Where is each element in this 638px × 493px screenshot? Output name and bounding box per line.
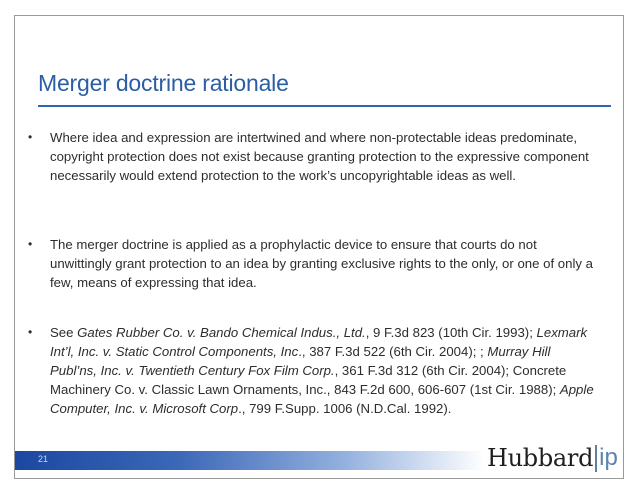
bullet-item-1 bbox=[28, 128, 600, 185]
citation-segment: , 9 F.3d 823 (10th Cir. 1993); bbox=[365, 325, 537, 340]
bullet-text: Where idea and expression are intertwined and where non-protectable ideas predominate, copyright protection does not exist because granting protection to the expressive component necessarily would extend protection to the work’s uncopyrightable ideas as well. bbox=[50, 130, 589, 183]
case-name-lexmark: Lexmark Int’l, Inc. v. Static Control Components, Inc bbox=[50, 325, 588, 359]
bullet-item-2 bbox=[28, 235, 600, 292]
bullet-text: The merger doctrine is applied as a prophylactic device to ensure that courts do not unwittingly grant protection to an idea by granting exclusive rights to the only, or one of only a few, means of expressing that idea. bbox=[50, 237, 593, 290]
citation-segment: See bbox=[50, 325, 78, 340]
slide-title: Merger doctrine rationale bbox=[38, 70, 289, 96]
case-name-murray-hill: Murray Hill Publ’ns, Inc. v. Twentieth Century Fox Film Corp. bbox=[50, 344, 551, 378]
bullet-marker: • bbox=[28, 325, 33, 339]
citation-segment: , 361 F.3d 312 (6th Cir. 2004); Concrete Machinery Co. v. Classic Lawn Ornaments, Inc., 843 F.2d 600, 606-607 (1st Cir. 1988); bbox=[50, 363, 567, 397]
slide bbox=[14, 15, 624, 479]
footer-gradient-bar bbox=[15, 451, 485, 470]
bullet-item-3 bbox=[28, 323, 600, 418]
citation-segment: ., 387 F.3d 522 (6th Cir. 2004); ; bbox=[298, 344, 488, 359]
hubbard-ip-logo bbox=[487, 443, 618, 473]
logo-name: Hubbard bbox=[487, 444, 594, 472]
bullet-marker: • bbox=[28, 237, 33, 251]
logo-divider bbox=[595, 445, 597, 472]
page-number: 21 bbox=[38, 454, 49, 464]
title-underline bbox=[38, 105, 611, 107]
case-name-gates: Gates Rubber Co. v. Bando Chemical Indus., Ltd. bbox=[77, 325, 366, 340]
bullet-marker: • bbox=[28, 130, 33, 144]
logo-suffix: ip bbox=[599, 444, 618, 471]
bullet-text-citations bbox=[50, 323, 600, 418]
citation-segment: ., 799 F.Supp. 1006 (N.D.Cal. 1992). bbox=[238, 401, 452, 416]
case-name-apple: Apple Computer, Inc. v. Microsoft Corp bbox=[50, 382, 594, 416]
